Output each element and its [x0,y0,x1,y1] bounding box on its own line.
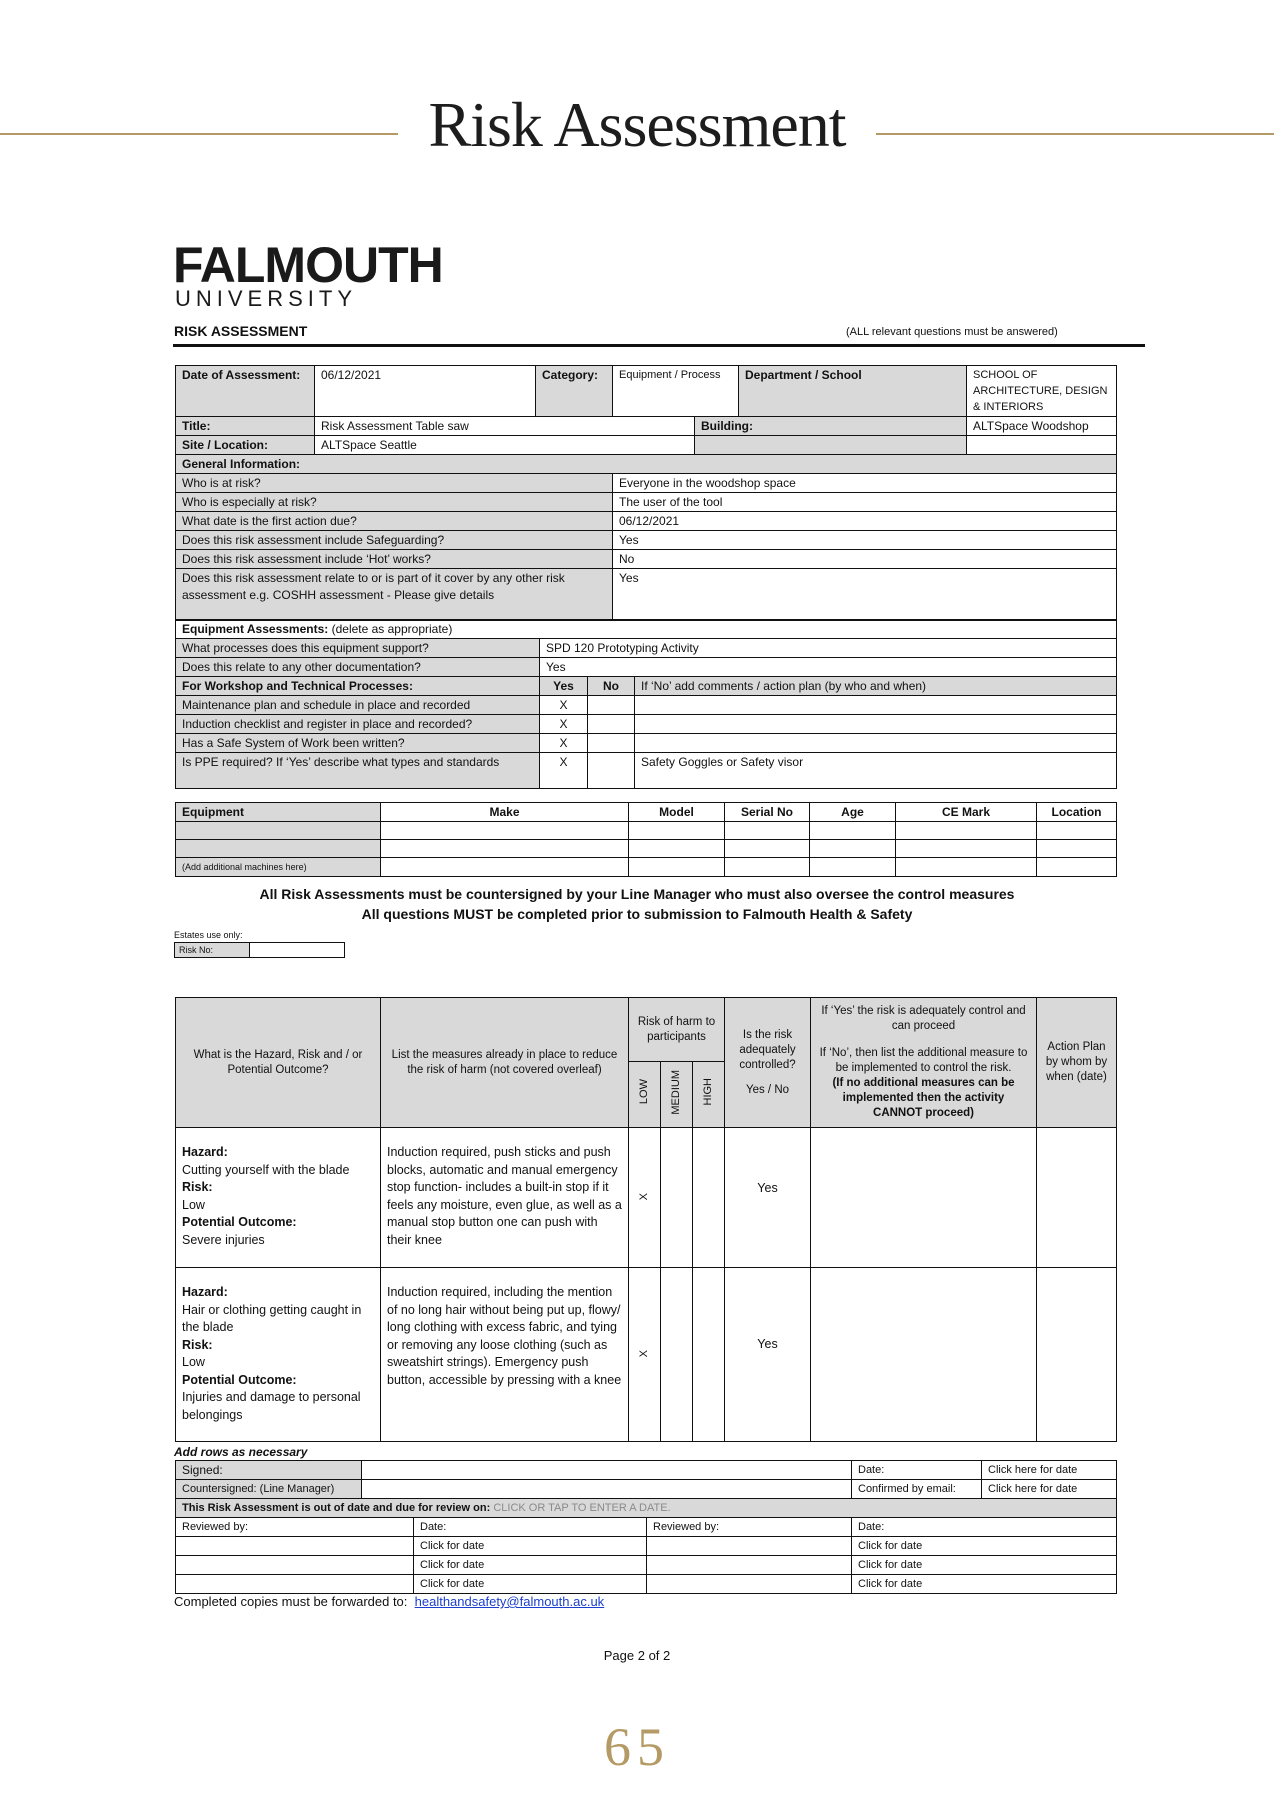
high-col-header: HIGH [693,1062,725,1128]
review-date-field[interactable]: Click for date [852,1575,1117,1594]
general-q: What date is the first action due? [176,512,613,531]
model-cell[interactable] [629,858,725,877]
site-value[interactable]: ALTSpace Seattle [315,436,695,455]
title-value[interactable]: Risk Assessment Table saw [315,417,695,436]
site-blank [695,436,967,455]
reviewer-field[interactable] [647,1537,852,1556]
reviewed-by-label: Reviewed by: [176,1518,414,1537]
no-header: No [588,677,635,696]
hazard-cell[interactable]: Hazard: Hair or clothing getting caught in the blade Risk: Low Potential Outcome: Injuries and damage to personal belongings [176,1268,381,1442]
reviewer-field[interactable] [176,1575,414,1594]
department-label: Department / School [739,366,967,417]
serial-cell[interactable] [725,858,810,877]
further-measures-cell[interactable] [811,1268,1037,1442]
age-cell[interactable] [810,858,896,877]
ce-mark-header: CE Mark [896,803,1037,822]
yes-cell[interactable]: X [540,753,588,789]
date-value[interactable]: 06/12/2021 [315,366,536,417]
equipment-assessments-heading: Equipment Assessments: (delete as appropriate) [176,620,1117,639]
risk-no-label: Risk No: [175,943,250,957]
model-header: Model [629,803,725,822]
no-cell[interactable] [588,734,635,753]
docs-question: Does this relate to any other documentation? [176,658,540,677]
workshop-question: Maintenance plan and schedule in place and recorded [176,696,540,715]
equipment-assessment-table [175,619,1117,789]
countersigned-date-field[interactable]: Click here for date [982,1480,1117,1499]
action-plan-cell[interactable] [1037,1128,1117,1268]
reviewer-field[interactable] [176,1537,414,1556]
hazard-row [176,1268,1117,1442]
general-q: Who is at risk? [176,474,613,493]
high-cell[interactable] [693,1128,725,1268]
controlled-col-header: Is the risk adequately controlled? Yes / No [725,998,811,1128]
equipment-header: Equipment [176,803,381,822]
date-label: Date: [852,1461,982,1480]
date-label: Date of Assessment: [176,366,315,417]
title-label: Title: [176,417,315,436]
falmouth-logo-sub: UNIVERSITY [175,286,358,311]
assessment-info-table [175,365,1117,621]
workshop-question: Has a Safe System of Work been written? [176,734,540,753]
general-q: Does this risk assessment relate to or is part of it cover by any other risk assessment e.g. COSHH assessment - Please give details [176,569,613,621]
page-of-label: Page 2 of 2 [603,1648,671,1663]
review-date-field[interactable]: Click for date [852,1556,1117,1575]
comment-cell[interactable]: Safety Goggles or Safety visor [635,753,1117,789]
low-cell[interactable]: X [629,1128,661,1268]
age-cell[interactable] [810,822,896,840]
comment-cell[interactable] [635,715,1117,734]
category-value[interactable]: Equipment / Process [613,366,739,417]
make-header: Make [381,803,629,822]
risk-col-header: Risk of harm to participants [629,998,725,1062]
review-date-field[interactable]: Click for date [414,1537,647,1556]
controlled-cell[interactable]: Yes [725,1268,811,1442]
comment-cell[interactable] [635,734,1117,753]
general-a[interactable]: Yes [613,569,1117,621]
hazard-cell[interactable]: Hazard: Cutting yourself with the blade Risk: Low Potential Outcome: Severe injuries [176,1128,381,1268]
location-header: Location [1037,803,1117,822]
general-a[interactable]: No [613,550,1117,569]
medium-cell[interactable] [661,1268,693,1442]
hazard-row [176,1128,1117,1268]
category-label: Category: [536,366,613,417]
page-title: Risk Assessment [428,89,846,160]
process-question: What processes does this equipment support? [176,639,540,658]
make-cell[interactable] [381,858,629,877]
age-cell[interactable] [810,840,896,858]
serial-cell[interactable] [725,840,810,858]
age-header: Age [810,803,896,822]
measures-cell[interactable]: Induction required, push sticks and push blocks, automatic and manual emergency stop function- includes a built-in stop if it feels any moisture, even glue, as well as a manual stop button one can push with their knee [381,1128,629,1268]
review-date-label: Date: [414,1518,647,1537]
serial-header: Serial No [725,803,810,822]
action-plan-col-header: Action Plan by whom by when (date) [1037,998,1117,1128]
building-label: Building: [695,417,967,436]
make-cell[interactable] [381,840,629,858]
signed-date-field[interactable]: Click here for date [982,1461,1117,1480]
make-cell[interactable] [381,822,629,840]
workshop-question: Is PPE required? If ‘Yes’ describe what types and standards [176,753,540,789]
countersigned-label: Countersigned: (Line Manager) [176,1480,362,1499]
ce-mark-cell[interactable] [896,858,1037,877]
completion-notice: All questions MUST be completed prior to submission to Falmouth Health & Safety [361,906,913,922]
model-cell[interactable] [629,822,725,840]
location-cell[interactable] [1037,840,1117,858]
reviewer-field[interactable] [647,1575,852,1594]
workshop-label: For Workshop and Technical Processes: [176,677,540,696]
countersign-notice: All Risk Assessments must be countersigned by your Line Manager who must also oversee the control measures [259,886,1015,902]
page-number: 65 [604,1717,670,1777]
general-q: Who is especially at risk? [176,493,613,512]
completed-copies-note: Completed copies must be forwarded to: healthandsafety@falmouth.ac.uk [174,1594,605,1609]
risk-no-field[interactable] [174,942,345,958]
measures-cell[interactable]: Induction required, including the mention of no long hair without being put up, flowy/ long clothing with excess fabric, and tying or removing any loose clothing (such as sweatshirt strings). Emergency push button, accessible by pressing with a knee [381,1268,629,1442]
general-info-label: General Information: [176,455,1117,474]
reviewer-field[interactable] [647,1556,852,1575]
reviewer-field[interactable] [176,1556,414,1575]
high-cell[interactable] [693,1268,725,1442]
no-cell[interactable] [588,696,635,715]
serial-cell[interactable] [725,822,810,840]
estates-label: Estates use only: [174,930,243,940]
controlled-cell[interactable]: Yes [725,1128,811,1268]
low-col-header: LOW [629,1062,661,1128]
yes-cell[interactable]: X [540,696,588,715]
falmouth-logo: FALMOUTH [173,237,443,293]
review-date-label: Date: [852,1518,1117,1537]
hazard-table [175,997,1117,1442]
health-safety-email-link[interactable]: healthandsafety@falmouth.ac.uk [414,1594,605,1609]
signed-field[interactable] [362,1461,852,1480]
review-due-row[interactable]: This Risk Assessment is out of date and due for review on: CLICK OR TAP TO ENTER A DATE. [176,1499,1117,1518]
model-cell[interactable] [629,840,725,858]
building-value[interactable]: ALTSpace Woodshop [967,417,1117,436]
comments-header: If ‘No’ add comments / action plan (by who and when) [635,677,1117,696]
comment-cell[interactable] [635,696,1117,715]
ce-mark-cell[interactable] [896,822,1037,840]
workshop-question: Induction checklist and register in place and recorded? [176,715,540,734]
form-heading: RISK ASSESSMENT [174,323,308,339]
general-q: Does this risk assessment include Safeguarding? [176,531,613,550]
equipment-table [175,802,1117,877]
medium-cell[interactable] [661,1128,693,1268]
general-a[interactable]: Everyone in the woodshop space [613,474,1117,493]
measures-col-header: List the measures already in place to reduce the risk of harm (not covered overleaf) [381,998,629,1128]
process-answer[interactable]: SPD 120 Prototyping Activity [540,639,1117,658]
form-heading-rule [173,344,1145,347]
countersigned-field[interactable] [362,1480,852,1499]
signed-label: Signed: [176,1461,362,1480]
equipment-cell[interactable] [176,840,381,858]
low-cell[interactable]: X [629,1268,661,1442]
review-date-field[interactable]: Click for date [852,1537,1117,1556]
confirmed-label: Confirmed by email: [852,1480,982,1499]
docs-answer[interactable]: Yes [540,658,1117,677]
yes-cell[interactable]: X [540,734,588,753]
review-date-field[interactable]: Click for date [414,1575,647,1594]
location-cell[interactable] [1037,822,1117,840]
general-a[interactable]: The user of the tool [613,493,1117,512]
form-note: (ALL relevant questions must be answered) [846,326,1058,338]
yes-cell[interactable]: X [540,715,588,734]
equipment-cell[interactable] [176,822,381,840]
general-a[interactable]: 06/12/2021 [613,512,1117,531]
hazard-col-header: What is the Hazard, Risk and / or Potential Outcome? [176,998,381,1128]
department-value[interactable]: SCHOOL OF ARCHITECTURE, DESIGN & INTERIORS [967,366,1117,417]
general-a[interactable]: Yes [613,531,1117,550]
yes-header: Yes [540,677,588,696]
ce-mark-cell[interactable] [896,840,1037,858]
location-cell[interactable] [1037,858,1117,877]
further-measures-col-header: If ‘Yes’ the risk is adequately control and can proceed If ‘No’, then list the additional measure to be implemented to control the risk. (If no additional measures can be implemented then the activity CANNOT proceed) [811,998,1037,1128]
site-extra[interactable] [967,436,1117,455]
no-cell[interactable] [588,715,635,734]
add-machines-note: (Add additional machines here) [176,858,381,877]
action-plan-cell[interactable] [1037,1268,1117,1442]
site-label: Site / Location: [176,436,315,455]
no-cell[interactable] [588,753,635,789]
add-rows-note: Add rows as necessary [174,1445,308,1459]
general-q: Does this risk assessment include ‘Hot’ works? [176,550,613,569]
further-measures-cell[interactable] [811,1128,1037,1268]
medium-col-header: MEDIUM [661,1062,693,1128]
signoff-table [175,1460,1117,1594]
reviewed-by-label: Reviewed by: [647,1518,852,1537]
review-date-field[interactable]: Click for date [414,1556,647,1575]
